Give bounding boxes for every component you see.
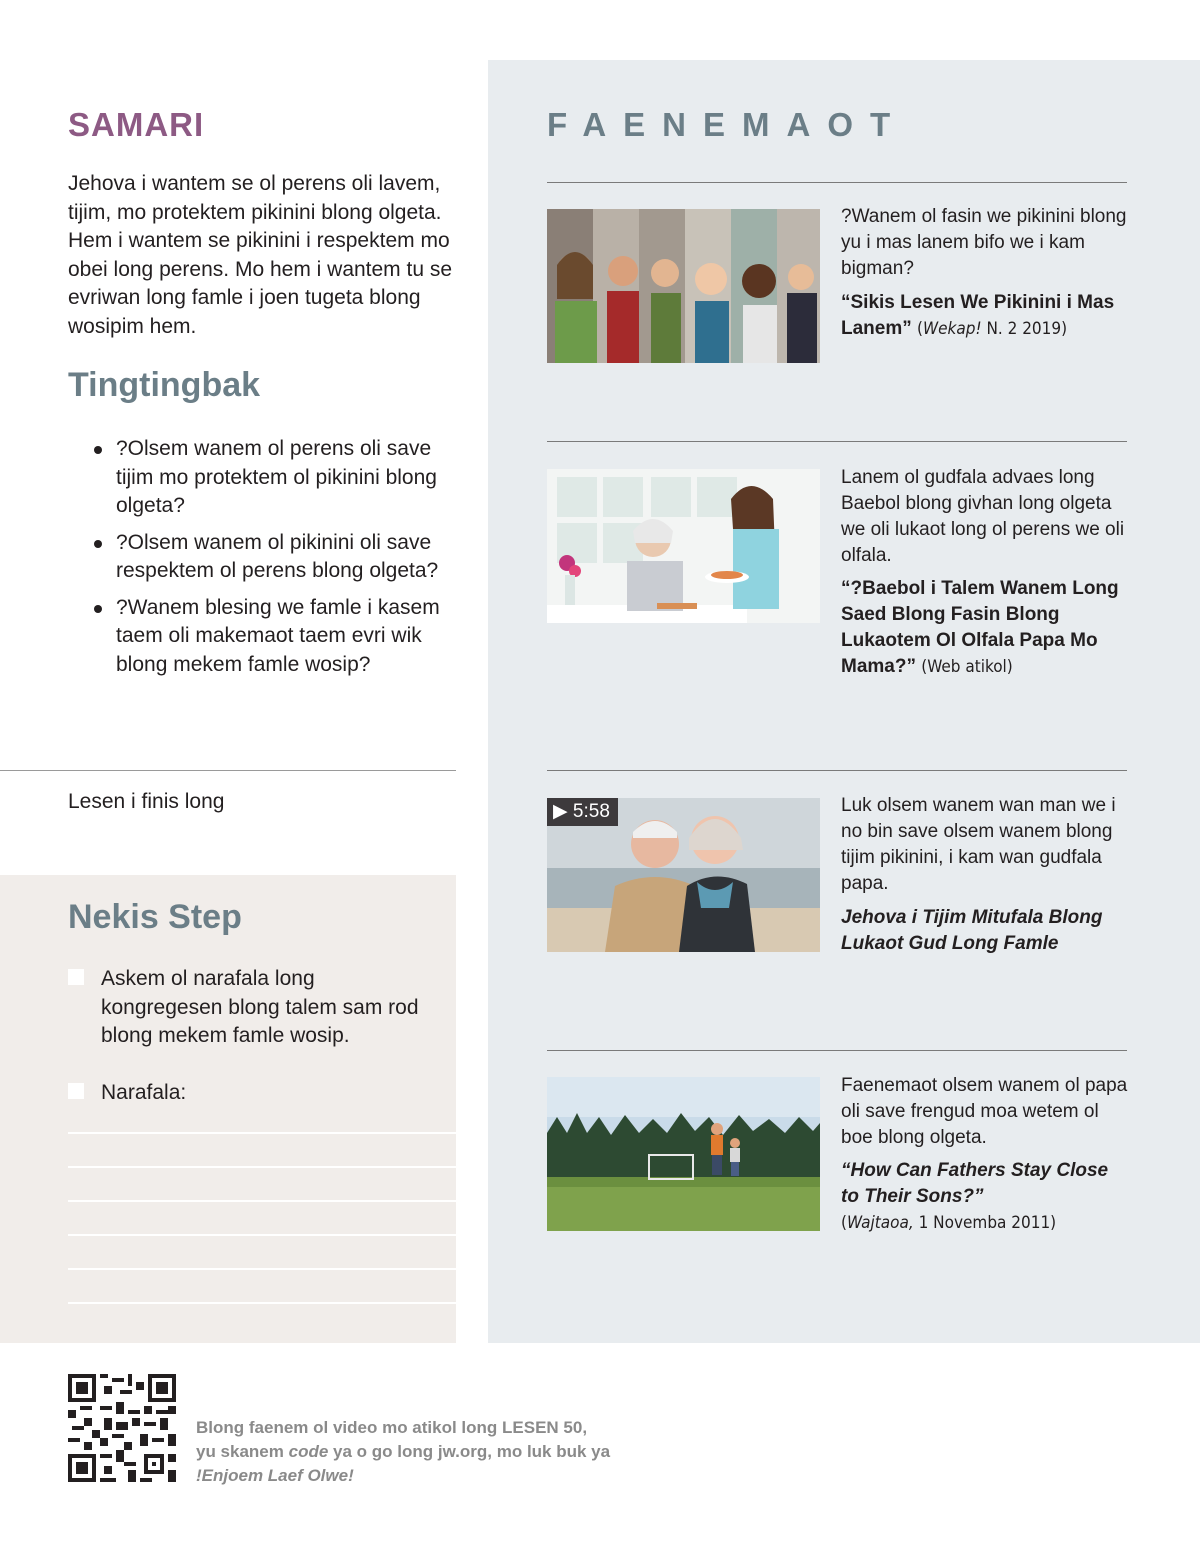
review-question: ?Olsem wanem ol perens oli save tijim mo protektem ol pikinini blong olgeta? bbox=[92, 435, 462, 521]
divider bbox=[547, 182, 1127, 183]
discover-item-description: Faenemaot olsem wanem ol papa oli save frengud moa wetem ol boe blong olgeta. bbox=[841, 1075, 1128, 1148]
checkbox[interactable] bbox=[68, 1083, 84, 1099]
discover-item-reference[interactable]: “?Baebol i Talem Wanem Long Saed Blong Fasin Blong Lukaotem Ol Olfala Papa Mo Mama?” (Web atikol) bbox=[841, 578, 1119, 677]
divider bbox=[547, 770, 1127, 771]
children-photo[interactable] bbox=[547, 209, 820, 363]
write-line[interactable] bbox=[68, 1268, 456, 1270]
next-step-task: Narafala: bbox=[68, 1079, 440, 1108]
divider bbox=[547, 1050, 1127, 1051]
write-line[interactable] bbox=[68, 1166, 456, 1168]
write-line[interactable] bbox=[68, 1200, 456, 1202]
summary-heading: SAMARI bbox=[68, 106, 205, 143]
review-heading: Tingtingbak bbox=[68, 366, 261, 404]
discover-item-description: Lanem ol gudfala advaes long Baebol blong givhan long olgeta we oli lukaot long ol perens we oli olfala. bbox=[841, 467, 1125, 566]
video-duration-badge: ▶ 5:58 bbox=[547, 798, 618, 826]
discover-item-reference[interactable]: Jehova i Tijim Mitufala Blong Lukaot Gud Long Famle bbox=[841, 907, 1103, 954]
write-line[interactable] bbox=[68, 1302, 456, 1304]
play-icon: ▶ bbox=[553, 801, 568, 822]
discover-heading: FAENEMAOT bbox=[547, 106, 908, 143]
write-line[interactable] bbox=[68, 1132, 456, 1134]
elderly-care-photo[interactable] bbox=[547, 469, 820, 623]
write-line[interactable] bbox=[68, 1234, 456, 1236]
lesson-finished-label: Lesen i finis long bbox=[68, 790, 225, 813]
review-questions bbox=[92, 435, 462, 687]
discover-item-description: ?Wanem ol fasin we pikinini blong yu i mas lanem bifo we i kam bigman? bbox=[841, 206, 1127, 279]
bullet-icon bbox=[94, 605, 102, 613]
next-step-box bbox=[0, 875, 456, 1343]
divider bbox=[547, 441, 1127, 442]
next-step-heading: Nekis Step bbox=[68, 898, 242, 936]
review-question: ?Wanem blesing we famle i kasem taem oli makemaot taem evri wik blong mekem famle wosip? bbox=[92, 594, 462, 680]
video-thumbnail[interactable] bbox=[547, 798, 820, 952]
bullet-icon bbox=[94, 446, 102, 454]
next-step-task: Askem ol narafala long kongregesen blong talem sam rod blong mekem famle wosip. bbox=[68, 965, 440, 1051]
discover-item-reference[interactable]: “Sikis Lesen We Pikinini i Mas Lanem” (Wekap! N. 2 2019) bbox=[841, 292, 1115, 339]
checkbox[interactable] bbox=[68, 969, 84, 985]
review-question: ?Olsem wanem ol pikinini oli save respektem ol perens blong olgeta? bbox=[92, 529, 462, 586]
bullet-icon bbox=[94, 540, 102, 548]
divider bbox=[0, 770, 456, 771]
discover-item-reference[interactable]: “How Can Fathers Stay Close to Their Sons?” bbox=[841, 1160, 1109, 1207]
discover-item-source: (Wajtaoa, 1 Novemba 2011) bbox=[841, 1213, 1057, 1233]
father-son-photo[interactable] bbox=[547, 1077, 820, 1231]
qr-code[interactable] bbox=[68, 1374, 176, 1482]
summary-text: Jehova i wantem se ol perens oli lavem, tijim, mo protektem pikinini blong olgeta. Hem i wantem se pikinini i respektem mo obei long perens. Mo hem i wantem tu se evriwan long famle i joen tugeta blong wosipim hem. bbox=[68, 172, 453, 338]
discover-item-description: Luk olsem wanem wan man we i no bin save olsem wanem blong tijim pikinini, i kam wan gudfala papa. bbox=[841, 795, 1116, 894]
footer-note: Blong faenem ol video mo atikol long LESEN 50, yu skanem code ya o go long jw.org, mo luk buk ya !Enjoem Laef Olwe! bbox=[196, 1418, 611, 1485]
